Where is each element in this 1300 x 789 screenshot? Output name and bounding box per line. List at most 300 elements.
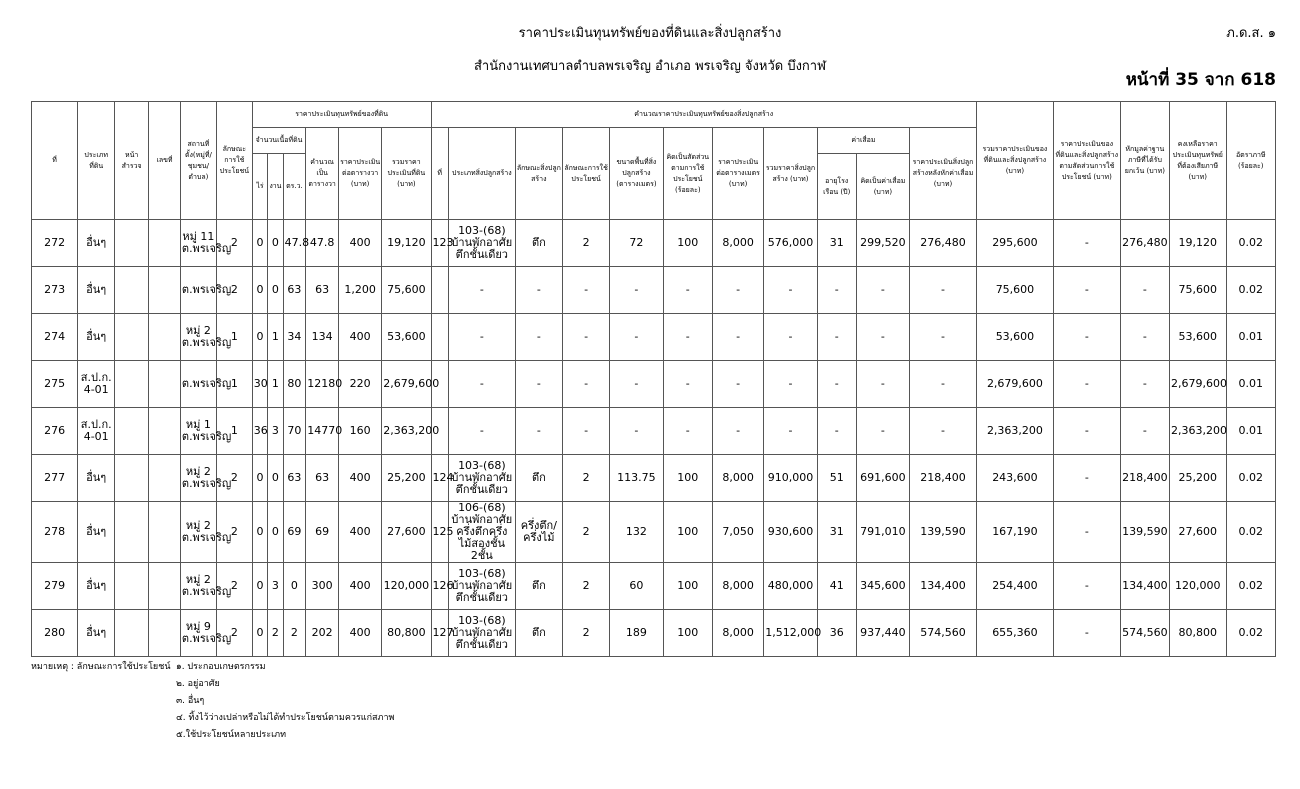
cell-ratio: - [1053, 314, 1120, 361]
cell-bstyle: - [515, 408, 562, 455]
cell-remain: 19,120 [1170, 220, 1226, 267]
cell-area: 63 [306, 455, 339, 502]
cell-rate: 0.02 [1226, 502, 1276, 563]
cell-area: 134 [306, 314, 339, 361]
cell-land-total: 80,800 [382, 610, 431, 657]
cell-remain: 27,600 [1170, 502, 1226, 563]
cell-land-total: 53,600 [382, 314, 431, 361]
cell-age: 41 [817, 563, 856, 610]
cell-no: 274 [32, 314, 78, 361]
cell-ngan: 0 [268, 267, 283, 314]
cell-bstyle: ครึ่งตึก/ครึ่งไม้ [515, 502, 562, 563]
col-no: ที่ [32, 102, 78, 220]
cell-number [149, 408, 181, 455]
cell-remain: 75,600 [1170, 267, 1226, 314]
cell-deduct: 139,590 [1120, 502, 1169, 563]
cell-number [149, 502, 181, 563]
cell-bprice: - [712, 314, 763, 361]
cell-busage: 2 [562, 502, 609, 563]
cell-land-type: ส.ป.ก. 4-01 [78, 408, 115, 455]
cell-after: 276,480 [910, 220, 977, 267]
cell-busage: 2 [562, 610, 609, 657]
cell-after: 139,590 [910, 502, 977, 563]
cell-no: 272 [32, 220, 78, 267]
table-row [32, 610, 1276, 657]
cell-bsize: - [610, 314, 663, 361]
cell-number [149, 361, 181, 408]
cell-ratio: - [1053, 563, 1120, 610]
cell-bsize: - [610, 361, 663, 408]
cell-btotal: - [764, 361, 817, 408]
cell-land-type: อื่นๆ [78, 455, 115, 502]
cell-after: - [910, 267, 977, 314]
cell-age: 31 [817, 502, 856, 563]
cell-location: ต.พรเจริญ [180, 361, 216, 408]
cell-bprice: 8,000 [712, 610, 763, 657]
cell-no: 277 [32, 455, 78, 502]
cell-ngan: 1 [268, 314, 283, 361]
cell-sum: 53,600 [976, 314, 1053, 361]
col-tax-rate: อัตราภาษี (ร้อยละ) [1226, 102, 1276, 220]
cell-land-total: 75,600 [382, 267, 431, 314]
cell-number [149, 563, 181, 610]
cell-rate: 0.02 [1226, 267, 1276, 314]
table-row [32, 455, 1276, 502]
cell-survey [115, 502, 149, 563]
notes-lead: หมายเหตุ : ลักษณะการใช้ประโยชน์ [31, 662, 171, 672]
cell-after: - [910, 408, 977, 455]
cell-bstyle: ตึก [515, 563, 562, 610]
note-item: ๑. ประกอบเกษตรกรรม [176, 662, 266, 672]
cell-btype: - [448, 314, 515, 361]
table-row [32, 563, 1276, 610]
cell-bprice: - [712, 267, 763, 314]
cell-rai: 36 [252, 408, 267, 455]
cell-price: 400 [339, 563, 382, 610]
cell-btype: 103-(68) บ้านพักอาศัยตึกชั้นเดียว [448, 220, 515, 267]
cell-ratio: - [1053, 267, 1120, 314]
cell-sum: 295,600 [976, 220, 1053, 267]
col-price-per-wa: ราคาประเมินต่อตารางวา (บาท) [339, 128, 382, 220]
cell-remain: 2,679,600 [1170, 361, 1226, 408]
cell-busage: 2 [562, 220, 609, 267]
cell-deduct: 574,560 [1120, 610, 1169, 657]
cell-wa: 80 [283, 361, 306, 408]
cell-land-total: 120,000 [382, 563, 431, 610]
cell-btotal: 1,512,000 [764, 610, 817, 657]
cell-btype: 103-(68) บ้านพักอาศัยตึกชั้นเดียว [448, 455, 515, 502]
cell-after: - [910, 361, 977, 408]
cell-busage: - [562, 361, 609, 408]
table-body [32, 220, 1276, 657]
cell-bsize: 113.75 [610, 455, 663, 502]
cell-sum: 2,363,200 [976, 408, 1053, 455]
col-group-area: จำนวนเนื้อที่ดิน [252, 128, 305, 154]
cell-rate: 0.01 [1226, 361, 1276, 408]
cell-rate: 0.02 [1226, 220, 1276, 267]
cell-ngan: 3 [268, 408, 283, 455]
cell-wa: 70 [283, 408, 306, 455]
cell-after: - [910, 314, 977, 361]
col-bld-no: ที่ [431, 128, 448, 220]
cell-land-total: 2,679,600 [382, 361, 431, 408]
cell-ratio: - [1053, 610, 1120, 657]
cell-land-type: อื่นๆ [78, 502, 115, 563]
col-sum-total: รวมราคาประเมินของที่ดินและสิ่งปลูกสร้าง (บาท) [976, 102, 1053, 220]
col-dep-amount: คิดเป็นค่าเสื่อม (บาท) [856, 154, 909, 220]
cell-ngan: 3 [268, 563, 283, 610]
cell-rate: 0.02 [1226, 563, 1276, 610]
cell-no: 276 [32, 408, 78, 455]
cell-bstyle: - [515, 314, 562, 361]
table-row [32, 220, 1276, 267]
cell-bprice: - [712, 408, 763, 455]
cell-land-type: อื่นๆ [78, 314, 115, 361]
note-item: ๕.ใช้ประโยชน์หลายประเภท [176, 730, 287, 740]
form-code: ภ.ด.ส. ๑ [1226, 26, 1276, 41]
cell-area: 63 [306, 267, 339, 314]
cell-rai: 0 [252, 563, 267, 610]
cell-btype: 106-(68) บ้านพักอาศัยครึ่งตึกครึ่งไม้สองชั้น 2ชั้น [448, 502, 515, 563]
cell-bpct: 100 [663, 502, 712, 563]
cell-bpct: 100 [663, 563, 712, 610]
col-location: สถานที่ตั้ง(หมู่ที่/ชุมชน/ตำบล) [180, 102, 216, 220]
cell-dep: 691,600 [856, 455, 909, 502]
cell-bno [431, 314, 448, 361]
col-group-depreciation: ค่าเสื่อม [817, 128, 909, 154]
cell-rai: 0 [252, 610, 267, 657]
cell-ratio: - [1053, 408, 1120, 455]
col-bld-pct: คิดเป็นสัดส่วนตามการใช้ประโยชน์ (ร้อยละ) [663, 128, 712, 220]
cell-sum: 254,400 [976, 563, 1053, 610]
cell-survey [115, 314, 149, 361]
cell-sum: 75,600 [976, 267, 1053, 314]
cell-land-type: ส.ป.ก. 4-01 [78, 361, 115, 408]
cell-land-total: 19,120 [382, 220, 431, 267]
cell-area: 300 [306, 563, 339, 610]
cell-land-type: อื่นๆ [78, 563, 115, 610]
cell-bsize: 72 [610, 220, 663, 267]
cell-wa: 2 [283, 610, 306, 657]
cell-bprice: 8,000 [712, 220, 763, 267]
report-subtitle: สำนักงานเทศบาลตำบลพรเจริญ อำเภอ พรเจริญ จังหวัด บึงกาฬ [473, 59, 826, 74]
cell-price: 400 [339, 314, 382, 361]
cell-bsize: - [610, 267, 663, 314]
cell-remain: 25,200 [1170, 455, 1226, 502]
cell-remain: 120,000 [1170, 563, 1226, 610]
cell-bsize: 60 [610, 563, 663, 610]
cell-btype: 103-(68) บ้านพักอาศัยตึกชั้นเดียว [448, 563, 515, 610]
cell-bsize: 132 [610, 502, 663, 563]
cell-btotal: 480,000 [764, 563, 817, 610]
cell-bstyle: ตึก [515, 220, 562, 267]
cell-location: หมู่ 9 ต.พรเจริญ [180, 610, 216, 657]
cell-btype: 103-(68) บ้านพักอาศัยตึกชั้นเดียว [448, 610, 515, 657]
cell-number [149, 610, 181, 657]
cell-sum: 167,190 [976, 502, 1053, 563]
cell-wa: 34 [283, 314, 306, 361]
table-row [32, 267, 1276, 314]
cell-land-type: อื่นๆ [78, 267, 115, 314]
cell-no: 280 [32, 610, 78, 657]
col-deduction: หักมูลค่าฐานภาษีที่ได้รับยกเว้น (บาท) [1120, 102, 1169, 220]
cell-location: หมู่ 2 ต.พรเจริญ [180, 455, 216, 502]
cell-survey [115, 267, 149, 314]
col-wa: ตร.ว. [283, 154, 306, 220]
cell-age: - [817, 361, 856, 408]
cell-wa: 47.8 [283, 220, 306, 267]
cell-location: หมู่ 2 ต.พรเจริญ [180, 563, 216, 610]
cell-btotal: - [764, 314, 817, 361]
cell-no: 279 [32, 563, 78, 610]
cell-usage: 2 [216, 455, 252, 502]
cell-bno: 126 [431, 563, 448, 610]
cell-number [149, 455, 181, 502]
cell-location: ต.พรเจริญ [180, 267, 216, 314]
cell-bpct: 100 [663, 610, 712, 657]
note-item: ๓. อื่นๆ [176, 696, 205, 706]
cell-age: 31 [817, 220, 856, 267]
col-bld-usage: ลักษณะการใช้ประโยชน์ [562, 128, 609, 220]
cell-remain: 53,600 [1170, 314, 1226, 361]
cell-bprice: 8,000 [712, 563, 763, 610]
cell-usage: 2 [216, 610, 252, 657]
page-number: หน้าที่ 35 จาก 618 [1125, 70, 1276, 90]
cell-age: - [817, 267, 856, 314]
cell-deduct: 218,400 [1120, 455, 1169, 502]
cell-btotal: 930,600 [764, 502, 817, 563]
cell-deduct: - [1120, 314, 1169, 361]
cell-busage: 2 [562, 563, 609, 610]
cell-bprice: - [712, 361, 763, 408]
cell-bsize: 189 [610, 610, 663, 657]
assessment-table [31, 101, 1276, 657]
cell-dep: - [856, 408, 909, 455]
note-item: ๒. อยู่อาศัย [176, 679, 220, 689]
cell-after: 218,400 [910, 455, 977, 502]
cell-survey [115, 408, 149, 455]
cell-sum: 2,679,600 [976, 361, 1053, 408]
col-bld-age: อายุโรงเรือน (ปี) [817, 154, 856, 220]
cell-bstyle: - [515, 267, 562, 314]
cell-bpct: 100 [663, 220, 712, 267]
cell-rai: 0 [252, 502, 267, 563]
cell-rate: 0.02 [1226, 455, 1276, 502]
cell-bpct: - [663, 408, 712, 455]
cell-ngan: 0 [268, 502, 283, 563]
cell-ngan: 0 [268, 220, 283, 267]
cell-dep: - [856, 361, 909, 408]
cell-ratio: - [1053, 361, 1120, 408]
cell-usage: 2 [216, 267, 252, 314]
cell-price: 400 [339, 455, 382, 502]
cell-remain: 2,363,200 [1170, 408, 1226, 455]
note-item: ๔. ทิ้งไว้ว่างเปล่าหรือไม่ได้ทำประโยชน์ตามควรแก่สภาพ [176, 713, 395, 723]
cell-age: - [817, 408, 856, 455]
cell-deduct: - [1120, 361, 1169, 408]
cell-price: 220 [339, 361, 382, 408]
col-after-dep: ราคาประเมินสิ่งปลูกสร้างหลังหักค่าเสื่อม (บาท) [910, 128, 977, 220]
cell-btype: - [448, 408, 515, 455]
cell-survey [115, 361, 149, 408]
cell-deduct: - [1120, 267, 1169, 314]
cell-land-type: อื่นๆ [78, 220, 115, 267]
cell-bstyle: ตึก [515, 610, 562, 657]
cell-wa: 0 [283, 563, 306, 610]
table-row [32, 408, 1276, 455]
cell-busage: 2 [562, 455, 609, 502]
cell-age: 36 [817, 610, 856, 657]
cell-land-total: 2,363,200 [382, 408, 431, 455]
report-title: ราคาประเมินทุนทรัพย์ของที่ดินและสิ่งปลูกสร้าง [518, 26, 782, 41]
col-bld-type: ประเภทสิ่งปลูกสร้าง [448, 128, 515, 220]
cell-area: 69 [306, 502, 339, 563]
cell-land-type: อื่นๆ [78, 610, 115, 657]
cell-wa: 63 [283, 455, 306, 502]
cell-ngan: 0 [268, 455, 283, 502]
col-survey: หน้าสำรวจ [115, 102, 149, 220]
cell-busage: - [562, 314, 609, 361]
cell-bno: 125 [431, 502, 448, 563]
col-bld-total: รวมราคาสิ่งปลูกสร้าง (บาท) [764, 128, 817, 220]
cell-area: 47.8 [306, 220, 339, 267]
cell-bpct: - [663, 314, 712, 361]
cell-age: - [817, 314, 856, 361]
cell-survey [115, 455, 149, 502]
cell-usage: 1 [216, 361, 252, 408]
cell-bpct: 100 [663, 455, 712, 502]
col-area-calc: คำนวณเป็นตารางวา [306, 128, 339, 220]
cell-deduct: 276,480 [1120, 220, 1169, 267]
cell-ratio: - [1053, 455, 1120, 502]
cell-survey [115, 610, 149, 657]
cell-bprice: 8,000 [712, 455, 763, 502]
cell-bno [431, 267, 448, 314]
cell-location: หมู่ 1 ต.พรเจริญ [180, 408, 216, 455]
cell-ngan: 1 [268, 361, 283, 408]
cell-price: 1,200 [339, 267, 382, 314]
cell-usage: 2 [216, 220, 252, 267]
cell-after: 134,400 [910, 563, 977, 610]
cell-usage: 1 [216, 408, 252, 455]
cell-dep: 937,440 [856, 610, 909, 657]
cell-bpct: - [663, 267, 712, 314]
table-row [32, 361, 1276, 408]
cell-btype: - [448, 267, 515, 314]
table-row [32, 314, 1276, 361]
cell-price: 400 [339, 610, 382, 657]
cell-dep: - [856, 267, 909, 314]
cell-area: 14770 [306, 408, 339, 455]
cell-deduct: 134,400 [1120, 563, 1169, 610]
table-row [32, 502, 1276, 563]
cell-location: หมู่ 2 ต.พรเจริญ [180, 314, 216, 361]
col-rai: ไร่ [252, 154, 267, 220]
cell-ratio: - [1053, 220, 1120, 267]
cell-rai: 0 [252, 314, 267, 361]
cell-bno: 124 [431, 455, 448, 502]
cell-usage: 2 [216, 563, 252, 610]
col-usage: ลักษณะการใช้ประโยชน์ [216, 102, 252, 220]
cell-number [149, 314, 181, 361]
cell-rate: 0.02 [1226, 610, 1276, 657]
col-bld-price: ราคาประเมินต่อตารางเมตร (บาท) [712, 128, 763, 220]
col-land-type: ประเภทที่ดิน [78, 102, 115, 220]
cell-bno: 123 [431, 220, 448, 267]
cell-dep: 299,520 [856, 220, 909, 267]
cell-bprice: 7,050 [712, 502, 763, 563]
col-ngan: งาน [268, 154, 283, 220]
cell-price: 400 [339, 502, 382, 563]
cell-btotal: - [764, 408, 817, 455]
cell-number [149, 220, 181, 267]
cell-btotal: - [764, 267, 817, 314]
cell-rate: 0.01 [1226, 408, 1276, 455]
cell-rai: 0 [252, 267, 267, 314]
cell-sum: 243,600 [976, 455, 1053, 502]
cell-rate: 0.01 [1226, 314, 1276, 361]
cell-area: 12180 [306, 361, 339, 408]
cell-remain: 80,800 [1170, 610, 1226, 657]
cell-btotal: 576,000 [764, 220, 817, 267]
notes [31, 659, 394, 744]
cell-ngan: 2 [268, 610, 283, 657]
cell-survey [115, 563, 149, 610]
cell-sum: 655,360 [976, 610, 1053, 657]
cell-no: 275 [32, 361, 78, 408]
cell-price: 400 [339, 220, 382, 267]
cell-busage: - [562, 267, 609, 314]
col-group-building: คำนวณราคาประเมินทุนทรัพย์ของสิ่งปลูกสร้าง [431, 102, 976, 128]
cell-wa: 69 [283, 502, 306, 563]
col-group-land: ราคาประเมินทุนทรัพย์ของที่ดิน [252, 102, 431, 128]
cell-after: 574,560 [910, 610, 977, 657]
col-ratio-price: ราคาประเมินของที่ดินและสิ่งปลูกสร้างตามสัดส่วนการใช้ประโยชน์ (บาท) [1053, 102, 1120, 220]
cell-ratio: - [1053, 502, 1120, 563]
col-land-total: รวมราคาประเมินที่ดิน (บาท) [382, 128, 431, 220]
cell-land-total: 25,200 [382, 455, 431, 502]
cell-rai: 0 [252, 455, 267, 502]
col-remaining: คงเหลือราคาประเมินทุนทรัพย์ที่ต้องเสียภาษี (บาท) [1170, 102, 1226, 220]
cell-dep: - [856, 314, 909, 361]
col-bld-style: ลักษณะสิ่งปลูกสร้าง [515, 128, 562, 220]
cell-deduct: - [1120, 408, 1169, 455]
cell-dep: 345,600 [856, 563, 909, 610]
cell-rai: 30 [252, 361, 267, 408]
cell-age: 51 [817, 455, 856, 502]
cell-no: 273 [32, 267, 78, 314]
cell-location: หมู่ 2 ต.พรเจริญ [180, 502, 216, 563]
col-number: เลขที่ [149, 102, 181, 220]
cell-land-total: 27,600 [382, 502, 431, 563]
cell-usage: 1 [216, 314, 252, 361]
cell-dep: 791,010 [856, 502, 909, 563]
cell-bpct: - [663, 361, 712, 408]
cell-survey [115, 220, 149, 267]
cell-busage: - [562, 408, 609, 455]
cell-bno: 127 [431, 610, 448, 657]
col-bld-size: ขนาดพื้นที่สิ่งปลูกสร้าง (ตารางเมตร) [610, 128, 663, 220]
cell-price: 160 [339, 408, 382, 455]
cell-bstyle: - [515, 361, 562, 408]
cell-btype: - [448, 361, 515, 408]
cell-number [149, 267, 181, 314]
cell-no: 278 [32, 502, 78, 563]
cell-bstyle: ตึก [515, 455, 562, 502]
cell-bsize: - [610, 408, 663, 455]
cell-btotal: 910,000 [764, 455, 817, 502]
cell-location: หมู่ 11 ต.พรเจริญ [180, 220, 216, 267]
